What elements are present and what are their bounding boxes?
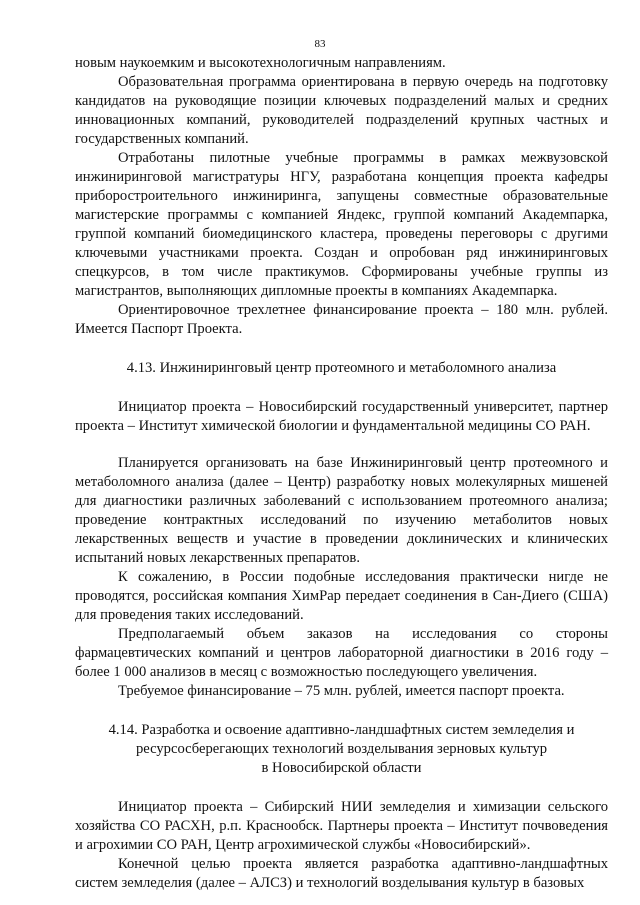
spacer [75, 339, 608, 359]
paragraph-funding-75: Требуемое финансирование – 75 млн. рублей, имеется паспорт проекта. [118, 683, 565, 699]
page-number: 83 [314, 38, 326, 50]
page-body [75, 54, 608, 893]
spacer [75, 378, 608, 398]
spacer [75, 778, 608, 798]
paragraph-order-volume: Предполагаемый объем заказов на исследования со стороны фармацевтических компаний и центров лабораторной диагностики в 2016 году – более 1 000 анализов в месяц с возможностью последующего увеличения. [75, 626, 608, 680]
section-heading-4-14-line-1: 4.14. Разработка и освоение адаптивно-ландшафтных систем земледелия и [108, 722, 575, 738]
paragraph-project-goal: Конечной целью проекта является разработка адаптивно-ландшафтных систем земледелия (далее – АЛСЗ) и технологий возделывания культур в базовых [75, 856, 608, 891]
paragraph-russia-research: К сожалению, в России подобные исследования практически нигде не проводятся, российская компания ХимРар передает соединения в Сан-Диего (США) для проведения таких исследований. [75, 569, 608, 623]
section-heading-4-14-line-3: в Новосибирской области [261, 760, 422, 776]
paragraph-initiator-ngu: Инициатор проекта – Новосибирский государственный университет, партнер проекта – Институт химической биологии и фундаментальной медицины СО РАН. [75, 399, 608, 434]
paragraph-funding-180: Ориентировочное трехлетнее финансирование проекта – 180 млн. рублей. Имеется Паспорт Проекта. [75, 302, 608, 337]
spacer [75, 436, 608, 454]
spacer [75, 701, 608, 721]
section-heading-4-14-line-2: ресурсосберегающих технологий возделывания зерновых культур [135, 741, 548, 757]
paragraph-pilot-programs: Отработаны пилотные учебные программы в рамках межвузовской инжиниринговой магистратуры НГУ, разработана концепция проекта кафедры приборостроительного инжиниринга, запущены совместные образовательные магистерские программы с компанией Яндекс, группой компаний Академпарка, группой компаний биомедицинского кластера, проведены переговоры с другими ключевыми участниками проекта. Создан и опробован ряд инжиниринговых спецкурсов, в том числе практикумов. Сформированы учебные группы из магистрантов, выполняющих дипломные проекты в компаниях Академпарка. [75, 150, 608, 299]
section-heading-4-14 [75, 721, 608, 778]
paragraph-continuation: новым наукоемким и высокотехнологичным направлениям. [75, 55, 446, 71]
paragraph-initiator-sibnii: Инициатор проекта – Сибирский НИИ земледелия и химизации сельского хозяйства СО РАСХН, р.п. Краснообск. Партнеры проекта – Институт почвоведения и агрохимии СО РАН, Центр агрохимической службы «Новосибирский». [75, 799, 608, 853]
paragraph-education-program: Образовательная программа ориентирована в первую очередь на подготовку кандидатов на руководящие позиции ключевых подразделений малых и средних инновационных компаний, руководителей подразделений крупных частных и государственных компаний. [75, 74, 608, 147]
section-heading-4-13: 4.13. Инжиниринговый центр протеомного и метаболомного анализа [126, 360, 557, 376]
paragraph-center-plan: Планируется организовать на базе Инжиниринговый центр протеомного и метаболомного анализа (далее – Центр) разработку новых молекулярных мишеней для диагностики различных заболеваний с использованием протеомного анализа; проведение контрактных исследований по изучению метаболитов новых лекарственных веществ и участие в проведении доклинических и клинических испытаний новых лекарственных препаратов. [75, 455, 608, 566]
